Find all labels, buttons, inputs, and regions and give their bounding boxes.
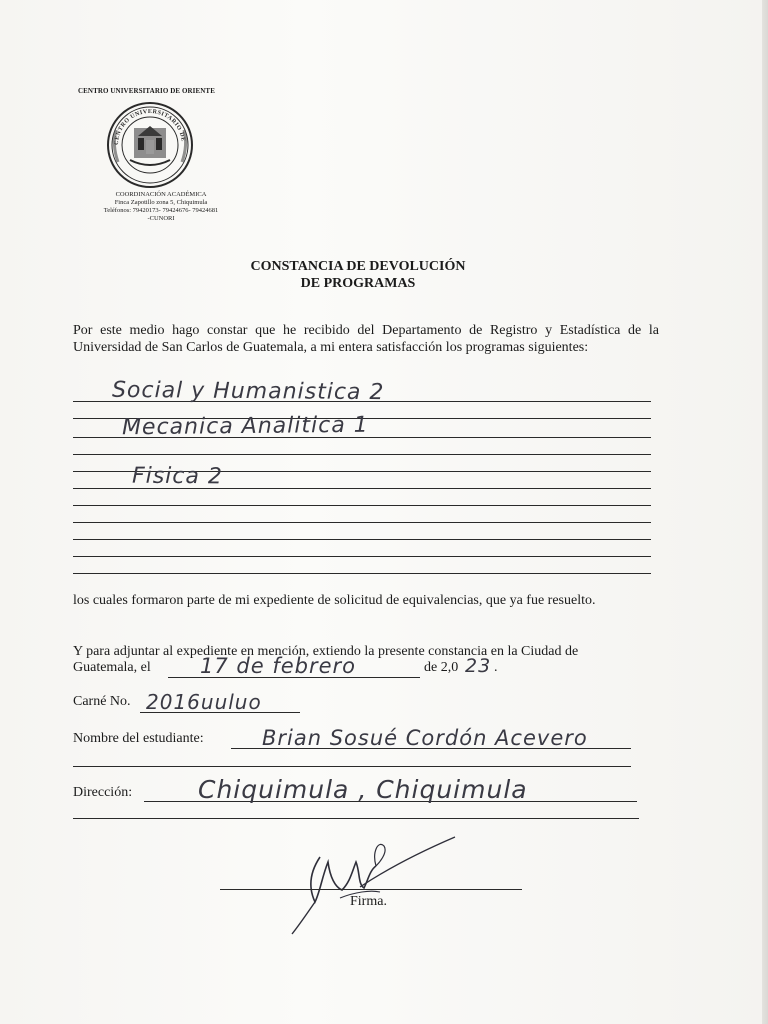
student-name-line-2 [73, 766, 631, 767]
document-title-line1: CONSTANCIA DE DEVOLUCIÓN [250, 259, 466, 274]
closing-text: Y para adjuntar al expediente en mención, extiendo la presente constancia en la Ciudad de [73, 644, 579, 659]
handwritten-program-1: Social y Humanistica 2 [111, 377, 385, 406]
student-name-label: Nombre del estudiante: [73, 731, 204, 746]
program-line [73, 573, 651, 574]
signature-label: Firma. [350, 894, 387, 909]
closing-year-prefix: de 2,0 [424, 660, 459, 675]
address-line-2 [73, 818, 639, 819]
address-label: Dirección: [73, 785, 133, 800]
intro-paragraph: Por este medio hago constar que he recibido del Departamento de Registro y Estadística de la Universidad de San Carlos de Guatemala, a mi entera satisfacción los programas siguientes: [73, 323, 659, 355]
program-line [73, 539, 651, 540]
closing-year-suffix: . [494, 660, 498, 675]
program-line [73, 505, 651, 506]
program-line [73, 454, 651, 455]
coordination-address: Finca Zapotillo zona 5, Chiquimula [114, 199, 208, 206]
institution-name: CENTRO UNIVERSITARIO DE ORIENTE [78, 87, 215, 95]
handwritten-carne: 2016uuluo [146, 690, 262, 714]
document-title-line2: DE PROGRAMAS [300, 276, 416, 291]
coordination-unit: -CUNORI [147, 215, 175, 222]
handwritten-signature [280, 832, 470, 942]
outro-paragraph: los cuales formaron parte de mi expediente de solicitud de equivalencias, que ya fue resuelto. [73, 593, 596, 608]
handwritten-program-3: Fisica 2 [131, 463, 224, 490]
handwritten-address: Chiquimula , Chiquimula [198, 775, 528, 804]
program-line [73, 522, 651, 523]
coordination-block [98, 191, 224, 223]
handwritten-year: 23 [465, 655, 492, 677]
seal-text: CENTRO UNIVERSITARIO DE [113, 108, 186, 146]
closing-city: Guatemala, el [73, 660, 151, 675]
handwritten-program-2: Mecanica Analitica 1 [121, 412, 369, 441]
signature-line [220, 889, 522, 890]
program-line [73, 556, 651, 557]
coordination-phones: Teléfonos: 79420173- 79424676- 79424681 [103, 207, 219, 214]
handwritten-student-name: Brian Sosué Cordón Acevero [262, 726, 588, 750]
handwritten-date: 17 de febrero [200, 654, 357, 678]
page-edge [762, 0, 768, 1024]
university-seal [94, 100, 206, 190]
carne-label: Carné No. [73, 694, 131, 709]
coordination-name: COORDINACIÓN ACADÉMICA [115, 191, 207, 198]
